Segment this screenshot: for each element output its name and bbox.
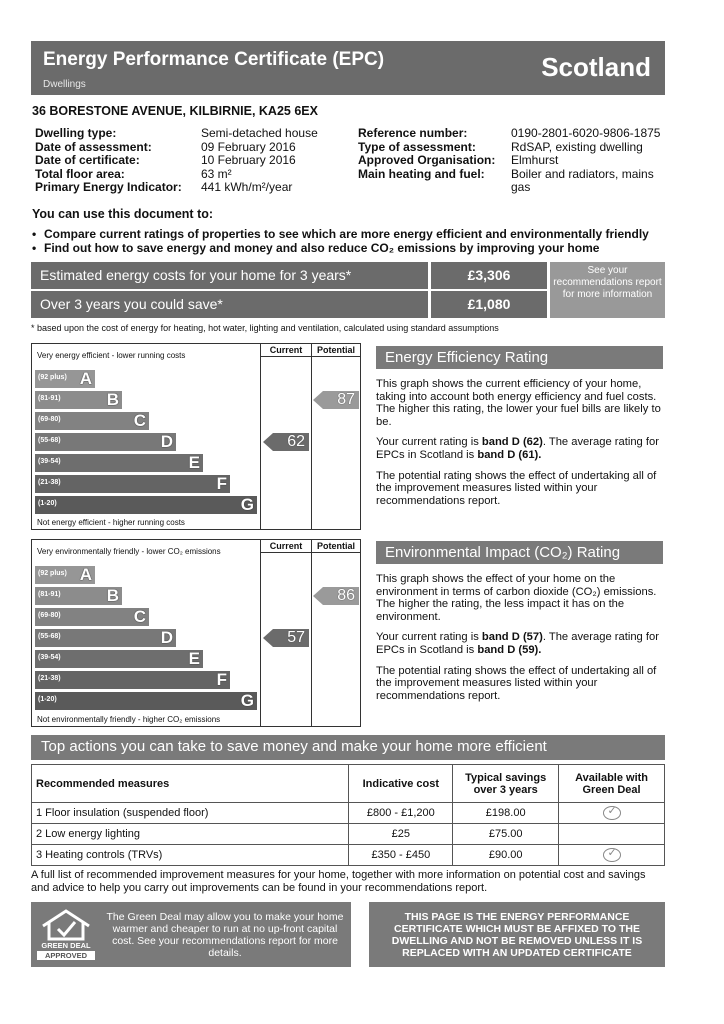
- band-letter: G: [240, 495, 254, 514]
- current-header: Current: [269, 345, 303, 355]
- green-deal-tick-icon: [603, 806, 621, 820]
- rating-band-g: [35, 496, 257, 514]
- details-left-labels: [35, 127, 182, 195]
- eir-paragraph: The potential rating shows the effect of undertaking all of the improvement measures listed within your recommendations report.: [376, 664, 657, 702]
- rating-band-a: [35, 370, 95, 388]
- eir-average-band: band D (59).: [477, 643, 542, 656]
- property-address: 36 BORESTONE AVENUE, KILBIRNIE, KA25 6EX: [32, 104, 318, 118]
- band-range: (55-68): [38, 437, 61, 444]
- savings-cell: £75.00: [453, 824, 559, 845]
- band-range: (81-91): [38, 591, 61, 598]
- column-divider: [311, 540, 312, 726]
- certificate-subtitle: Dwellings: [43, 79, 86, 90]
- band-letter: F: [216, 474, 227, 493]
- band-letter: E: [188, 453, 200, 472]
- eir-current-band: band D (57): [481, 631, 543, 644]
- current-rating-value: 62: [287, 433, 305, 450]
- rating-band-a: [35, 566, 95, 584]
- eir-paragraph: [376, 631, 664, 656]
- band-letter: B: [106, 586, 119, 605]
- rating-band-b: [35, 587, 122, 605]
- savings-value: £1,080: [431, 291, 547, 318]
- detail-label: Date of assessment:: [35, 139, 152, 154]
- cost-cell: £25: [349, 824, 453, 845]
- eer-text: . The average rating for EPCs in Scotland is: [376, 436, 659, 461]
- eer-title: Energy Efficiency Rating: [376, 346, 663, 369]
- green-deal-logo-approved: APPROVED: [37, 951, 95, 960]
- eer-average-band: band D (61).: [477, 448, 542, 461]
- eer-paragraph: [376, 436, 664, 461]
- current-rating-value: 57: [287, 629, 305, 646]
- table-row: [32, 845, 665, 866]
- detail-label: Main heating and fuel:: [358, 166, 485, 181]
- certificate-header: [31, 41, 665, 95]
- band-letter: D: [160, 628, 173, 647]
- detail-value: 441 kWh/m²/year: [201, 180, 293, 195]
- rating-band-e: [35, 650, 203, 668]
- use-item: • Find out how to save energy and money and also reduce CO₂ emissions by improving your home: [32, 241, 649, 255]
- green-deal-cell: [559, 845, 665, 866]
- detail-value: Semi-detached house: [201, 126, 318, 140]
- measure-cell: 3 Heating controls (TRVs): [32, 845, 349, 866]
- use-item: • Compare current ratings of properties to see which are more energy efficient and environmentally friendly: [32, 227, 649, 241]
- chart-bottom-note: Not environmentally friendly - higher CO₂ emissions: [37, 715, 221, 724]
- band-letter: C: [133, 411, 146, 430]
- measures-table: [31, 764, 665, 866]
- cost-cell: £350 - £450: [349, 845, 453, 866]
- green-deal-tick-icon: [603, 848, 621, 862]
- measure-cell: 1 Floor insulation (suspended floor): [32, 803, 349, 824]
- band-range: (81-91): [38, 395, 61, 402]
- green-deal-logo-text: GREEN DEAL: [41, 941, 91, 950]
- eir-description: [376, 573, 664, 710]
- table-row: [32, 824, 665, 845]
- potential-header: Potential: [316, 541, 355, 551]
- column-divider: [260, 344, 261, 529]
- band-letter: B: [106, 390, 119, 409]
- green-deal-logo: [37, 908, 95, 962]
- eer-paragraph: The potential rating shows the effect of undertaking all of the improvement measures listed within your recommendations report.: [376, 469, 657, 507]
- savings-cell: £90.00: [453, 845, 559, 866]
- header-line: [260, 356, 360, 357]
- potential-rating-value: 87: [337, 391, 355, 408]
- detail-value: 10 February 2016: [201, 153, 296, 168]
- detail-label: Dwelling type:: [35, 126, 117, 140]
- current-rating-arrow: [273, 433, 309, 451]
- detail-label: Date of certificate:: [35, 153, 140, 168]
- band-range: (69-80): [38, 612, 61, 619]
- band-letter: E: [188, 649, 200, 668]
- current-header: Current: [269, 541, 303, 551]
- rating-band-c: [35, 412, 149, 430]
- detail-label: Reference number:: [358, 126, 468, 140]
- full-list-note: A full list of recommended improvement measures for your home, together with more information on potential cost and savings and advice to help you carry out improvements can be found in your recommendations report.: [31, 869, 646, 894]
- green-deal-header: Available with Green Deal: [559, 765, 665, 803]
- header-line: [260, 552, 360, 553]
- rating-band-f: [35, 475, 230, 493]
- rating-band-d: [35, 433, 176, 451]
- green-deal-box: [31, 902, 351, 967]
- chart-top-note: Very environmentally friendly - lower CO₂ emissions: [37, 547, 221, 556]
- estimated-cost-label: Estimated energy costs for your home for 3 years*: [31, 262, 428, 289]
- eir-text: . The average rating for EPCs in Scotland is: [376, 631, 659, 656]
- eer-text: Your current rating is: [376, 436, 482, 449]
- savings-label: Over 3 years you could save*: [31, 291, 428, 318]
- table-header-row: [32, 765, 665, 803]
- details-right-labels: [358, 127, 495, 181]
- band-letter: F: [216, 670, 227, 689]
- chart-top-note: Very energy efficient - lower running costs: [37, 351, 186, 360]
- eer-description: [376, 378, 664, 515]
- detail-value: RdSAP, existing dwelling: [511, 139, 643, 154]
- green-deal-cell: [559, 803, 665, 824]
- band-range: (39-54): [38, 654, 61, 661]
- current-rating-arrow: [273, 629, 309, 647]
- rating-band-e: [35, 454, 203, 472]
- see-report-note: See your recommendations report for more information: [550, 262, 665, 318]
- band-range: (92 plus): [38, 374, 67, 381]
- savings-header: Typical savings over 3 years: [453, 765, 559, 803]
- chart-bottom-note: Not energy efficient - higher running costs: [37, 518, 185, 527]
- rating-band-g: [35, 692, 257, 710]
- rating-band-d: [35, 629, 176, 647]
- band-range: (21-38): [38, 479, 61, 486]
- detail-value: Boiler and radiators, mains gas: [511, 166, 654, 195]
- eer-paragraph: This graph shows the current efficiency of your home, taking into account both energy efficiency and fuel costs. The higher this rating, the lower your fuel bills are likely to be.: [376, 378, 661, 428]
- country-label: Scotland: [541, 52, 651, 82]
- top-actions-title: Top actions you can take to save money and make your home more efficient: [31, 735, 665, 760]
- band-letter: D: [160, 432, 173, 451]
- detail-label: Approved Organisation:: [358, 153, 496, 168]
- use-list: [32, 227, 649, 255]
- detail-label: Type of assessment:: [358, 139, 476, 154]
- detail-value: Elmhurst: [511, 153, 559, 168]
- band-range: (69-80): [38, 416, 61, 423]
- band-range: (1-20): [38, 500, 57, 507]
- page-notice: THIS PAGE IS THE ENERGY PERFORMANCE CERTIFICATE WHICH MUST BE AFFIXED TO THE DWELLING AND NOT BE REMOVED UNLESS IT IS REPLACED WITH AN UPDATED CERTIFICATE: [369, 902, 665, 967]
- house-icon: [37, 908, 95, 942]
- green-deal-cell: [559, 824, 665, 845]
- potential-rating-arrow: [323, 391, 359, 409]
- details-left-values: [201, 127, 318, 195]
- rating-band-f: [35, 671, 230, 689]
- estimated-cost-value: £3,306: [431, 262, 547, 289]
- green-deal-text: The Green Deal may allow you to make your home warmer and cheaper to run at no up-front capital cost. See your recommendations report for more details.: [106, 911, 344, 959]
- eir-title: Environmental Impact (CO₂) Rating: [376, 541, 663, 564]
- cost-header: Indicative cost: [349, 765, 453, 803]
- potential-header: Potential: [316, 345, 355, 355]
- cost-footnote: * based upon the cost of energy for heating, hot water, lighting and ventilation, calculated using standard assumptions: [31, 323, 499, 333]
- measure-cell: 2 Low energy lighting: [32, 824, 349, 845]
- band-letter: A: [79, 369, 92, 388]
- band-range: (1-20): [38, 696, 57, 703]
- band-range: (55-68): [38, 633, 61, 640]
- detail-value: 63 m²: [201, 166, 232, 181]
- potential-rating-value: 86: [337, 587, 355, 604]
- band-range: (92 plus): [38, 570, 67, 577]
- energy-efficiency-chart: [31, 343, 361, 530]
- detail-value: 09 February 2016: [201, 139, 296, 154]
- rating-band-b: [35, 391, 122, 409]
- detail-label: Total floor area:: [35, 166, 125, 181]
- table-row: [32, 803, 665, 824]
- environmental-impact-chart: [31, 539, 361, 727]
- band-range: (39-54): [38, 458, 61, 465]
- use-title: You can use this document to:: [32, 207, 214, 221]
- band-letter: G: [240, 691, 254, 710]
- column-divider: [260, 540, 261, 726]
- rating-band-c: [35, 608, 149, 626]
- potential-rating-arrow: [323, 587, 359, 605]
- band-letter: C: [133, 607, 146, 626]
- detail-value: 0190-2801-6020-9806-1875: [511, 126, 661, 140]
- eir-text: Your current rating is: [376, 631, 482, 644]
- band-range: (21-38): [38, 675, 61, 682]
- column-divider: [311, 344, 312, 529]
- measure-header: Recommended measures: [32, 765, 349, 803]
- detail-label: Primary Energy Indicator:: [35, 180, 182, 195]
- certificate-title: Energy Performance Certificate (EPC): [43, 49, 385, 70]
- band-letter: A: [79, 565, 92, 584]
- details-right-values: [511, 127, 671, 195]
- eer-current-band: band D (62): [481, 436, 543, 449]
- cost-cell: £800 - £1,200: [349, 803, 453, 824]
- savings-cell: £198.00: [453, 803, 559, 824]
- eir-paragraph: This graph shows the effect of your home on the environment in terms of carbon dioxide (CO₂) emissions. The higher the rating, the less impact it has on the environment.: [376, 573, 657, 623]
